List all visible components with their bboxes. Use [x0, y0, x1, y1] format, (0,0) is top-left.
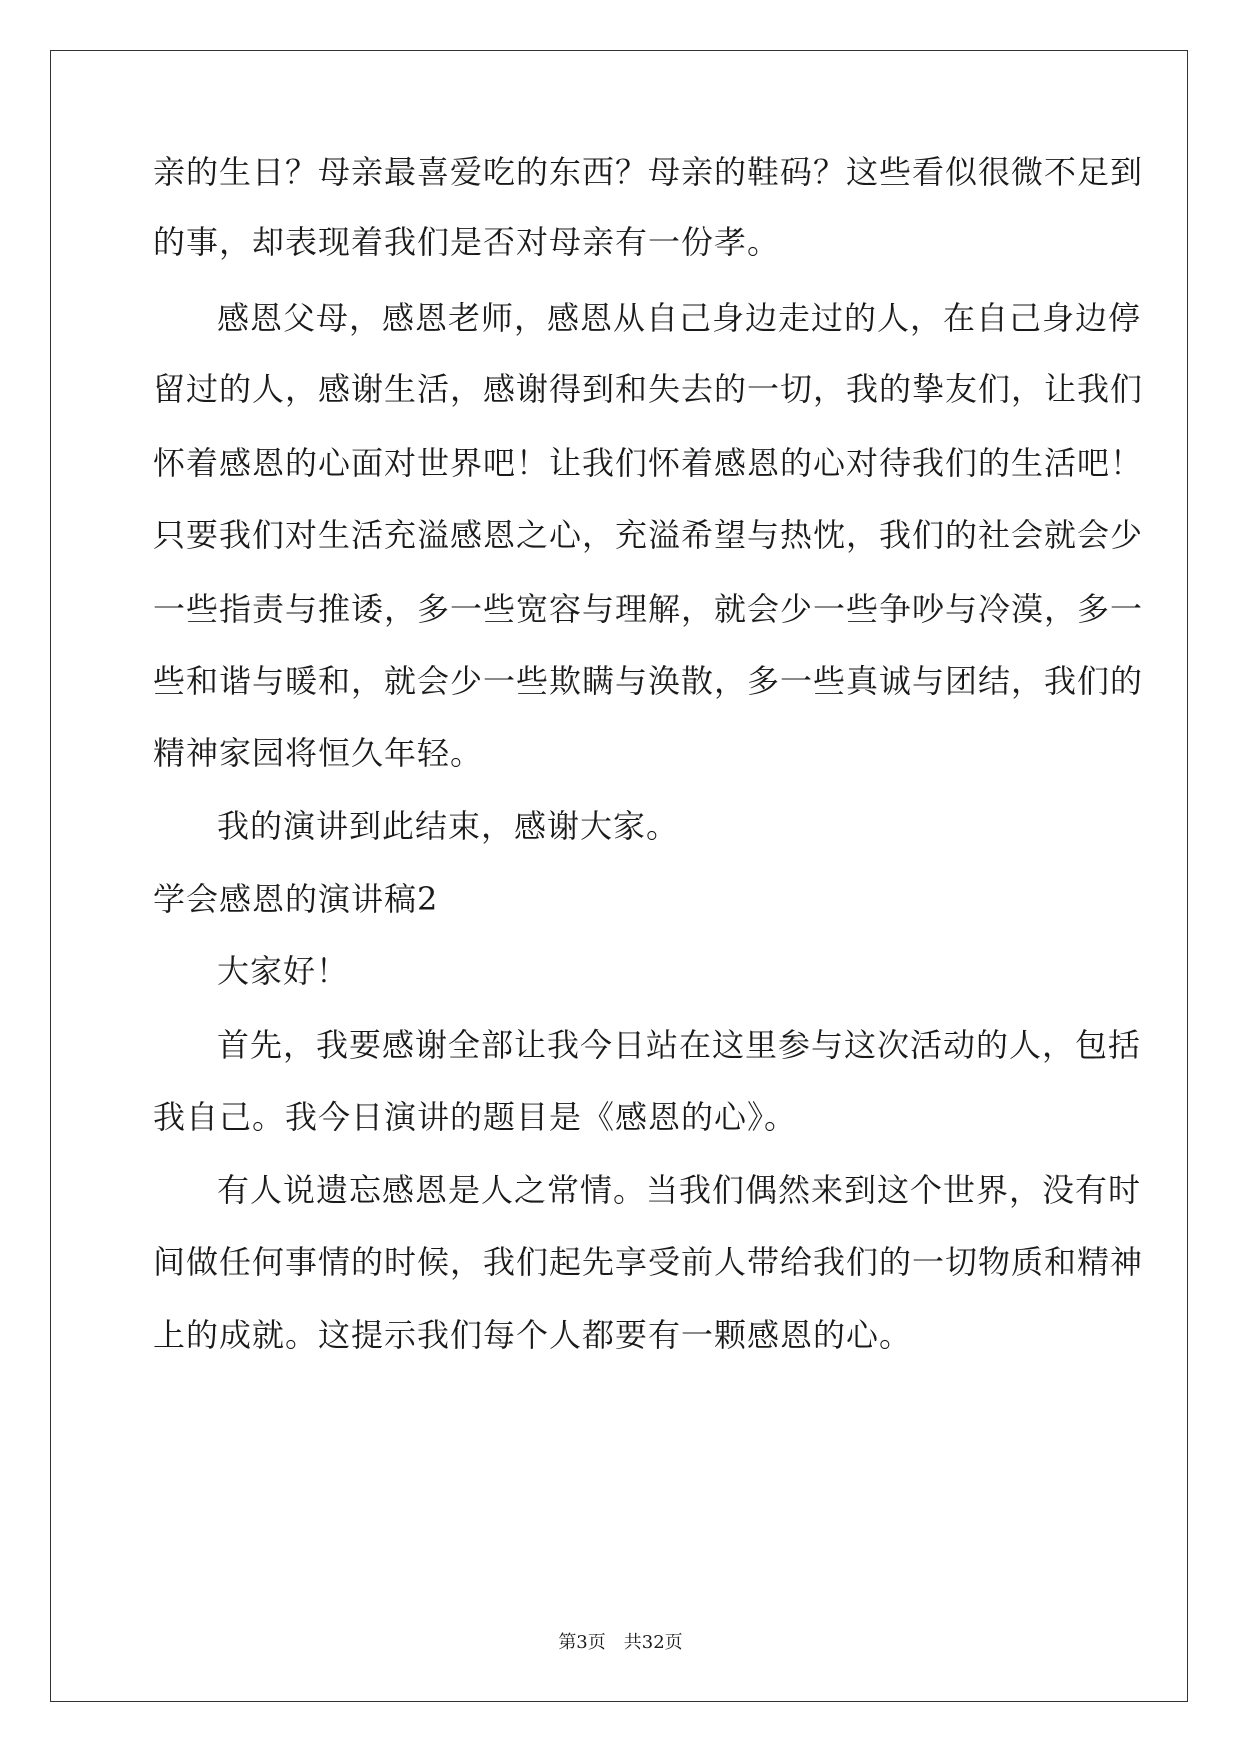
- paragraph-start-line: 感恩父母，感恩老师，感恩从自己身边走过的人，在自己身边停: [217, 299, 1142, 337]
- paragraph-start-line: 我的演讲到此结束，感谢大家。: [217, 807, 680, 845]
- section-title: 学会感恩的演讲稿2: [153, 880, 439, 918]
- body-line: 怀着感恩的心面对世界吧！让我们怀着感恩的心对待我们的生活吧！: [153, 444, 1144, 482]
- body-line: 上的成就。这提示我们每个人都要有一颗感恩的心。: [153, 1316, 913, 1354]
- body-line: 我自己。我今日演讲的题目是《感恩的心》。: [153, 1098, 798, 1136]
- paragraph-start-line: 首先，我要感谢全部让我今日站在这里参与这次活动的人，包括: [217, 1026, 1142, 1064]
- body-line: 留过的人，感谢生活，感谢得到和失去的一切，我的挚友们，让我们: [153, 370, 1144, 408]
- greeting-line: 大家好！: [217, 952, 350, 990]
- page-total: 共32页: [623, 1632, 683, 1653]
- body-line: 一些指责与推诿，多一些宽容与理解，就会少一些争吵与冷漠，多一: [153, 590, 1144, 628]
- body-line: 亲的生日？母亲最喜爱吃的东西？母亲的鞋码？这些看似很微不足到: [153, 153, 1144, 191]
- body-line: 的事，却表现着我们是否对母亲有一份孝。: [153, 223, 781, 261]
- paragraph-start-line: 有人说遗忘感恩是人之常情。当我们偶然来到这个世界，没有时: [217, 1171, 1142, 1209]
- page-number: 第3页: [558, 1632, 606, 1653]
- body-line: 只要我们对生活充溢感恩之心，充溢希望与热忱，我们的社会就会少: [153, 516, 1144, 554]
- body-line: 间做任何事情的时候，我们起先享受前人带给我们的一切物质和精神: [153, 1243, 1144, 1281]
- page-footer: [0, 1631, 1241, 1655]
- body-line: 些和谐与暖和，就会少一些欺瞒与涣散，多一些真诚与团结，我们的: [153, 662, 1144, 700]
- body-line: 精神家园将恒久年轻。: [153, 734, 484, 772]
